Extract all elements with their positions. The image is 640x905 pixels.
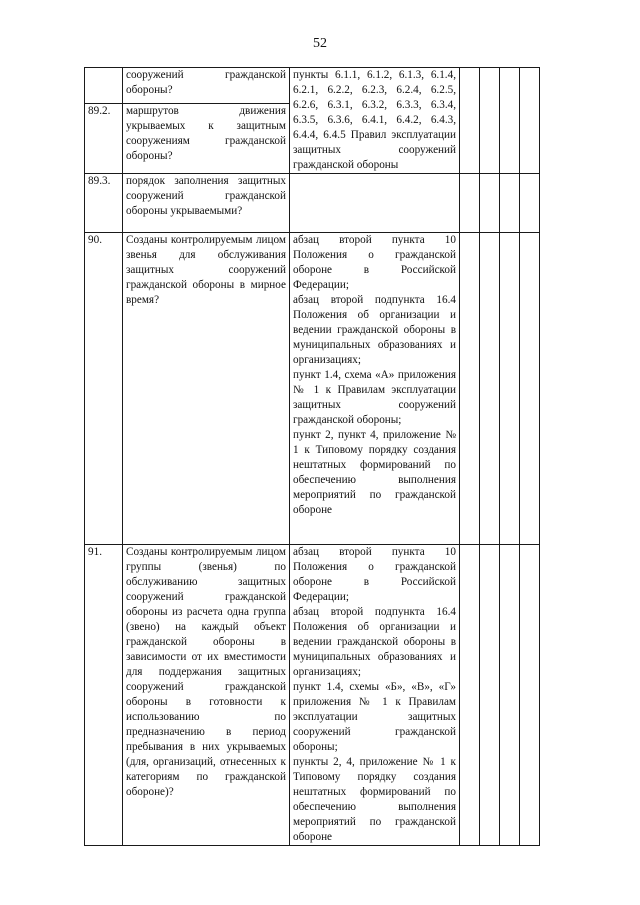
answer-cell-yes	[460, 233, 480, 545]
answer-cell-no	[480, 233, 500, 545]
answer-cell-yes	[460, 174, 480, 233]
item-number	[85, 68, 123, 104]
item-number: 90.	[85, 233, 123, 545]
answer-cell-na	[500, 545, 520, 846]
question-text: Созданы контролируемым лицом группы (звенья) по обслуживанию защитных сооружений гражданской обороны из расчета одна группа (звено) на каждый объект гражданской обороны в зависимости от их вместимости для поддержания защитных сооружений гражданской обороны в готовности к использованию по предназначению в период пребывания в них укрываемых (для, организаций, отнесенных к категориям по гражданской обороне)?	[123, 545, 290, 846]
legal-reference: абзац второй пункта 10 Положения о гражданской обороне в Российской Федерации;	[293, 234, 456, 291]
answer-cell-yes	[460, 545, 480, 846]
legal-reference: пункты 6.1.1, 6.1.2, 6.1.3, 6.1.4, 6.2.1, 6.2.2, 6.2.3, 6.2.4, 6.2.5, 6.2.6, 6.3.1, 6.3.2, 6.3.3, 6.3.4, 6.3.5, 6.3.6, 6.4.1, 6.4.2, 6.4.3, 6.4.4, 6.4.5 Правил эксплуатации защитных сооружений гражданской обороны	[290, 68, 460, 174]
legal-references	[290, 233, 460, 545]
table-row	[85, 68, 540, 104]
answer-cell-note	[520, 545, 540, 846]
question-text: порядок заполнения защитных сооружений гражданской обороны укрываемыми?	[123, 174, 290, 233]
question-text: маршрутов движения укрываемых к защитным сооружениям гражданской обороны?	[123, 103, 290, 173]
answer-cell-no	[480, 174, 500, 233]
question-text: сооружений гражданской обороны?	[123, 68, 290, 104]
answer-cell-yes	[460, 68, 480, 174]
legal-reference: абзац второй пункта 10 Положения о гражданской обороне в Российской Федерации;	[293, 546, 456, 603]
table-row	[85, 174, 540, 233]
item-number: 89.3.	[85, 174, 123, 233]
legal-reference: абзац второй подпункта 16.4 Положения об организации и ведении гражданской обороны в муниципальных образованиях и организациях;	[293, 294, 456, 366]
item-number: 91.	[85, 545, 123, 846]
legal-reference-continued	[290, 174, 460, 233]
legal-reference: пункт 1.4, схемы «Б», «В», «Г» приложения № 1 к Правилам эксплуатации защитных сооружений гражданской обороны;	[293, 681, 456, 753]
answer-cell-note	[520, 233, 540, 545]
legal-reference: пункт 1.4, схема «А» приложения № 1 к Правилам эксплуатации защитных сооружений гражданской обороны;	[293, 369, 456, 426]
legal-references	[290, 545, 460, 846]
legal-reference: пункты 2, 4, приложение № 1 к Типовому порядку создания нештатных формирований по обеспечению выполнения мероприятий по гражданской обороне	[293, 756, 456, 843]
answer-cell-na	[500, 68, 520, 174]
answer-cell-no	[480, 545, 500, 846]
answer-cell-na	[500, 233, 520, 545]
table-row	[85, 545, 540, 846]
answer-cell-na	[500, 174, 520, 233]
answer-cell-note	[520, 174, 540, 233]
table-row	[85, 233, 540, 545]
answer-cell-note	[520, 68, 540, 174]
question-text: Созданы контролируемым лицом звенья для обслуживания защитных сооружений гражданской обороны в мирное время?	[123, 233, 290, 545]
answer-cell-no	[480, 68, 500, 174]
page-number: 52	[313, 36, 327, 51]
checklist-table	[84, 67, 540, 846]
legal-reference: абзац второй подпункта 16.4 Положения об организации и ведении гражданской обороны в муниципальных образованиях и организациях;	[293, 606, 456, 678]
legal-reference: пункт 2, пункт 4, приложение № 1 к Типовому порядку создания нештатных формирований по обеспечению выполнения мероприятий по гражданской обороне	[293, 429, 456, 516]
item-number: 89.2.	[85, 103, 123, 173]
